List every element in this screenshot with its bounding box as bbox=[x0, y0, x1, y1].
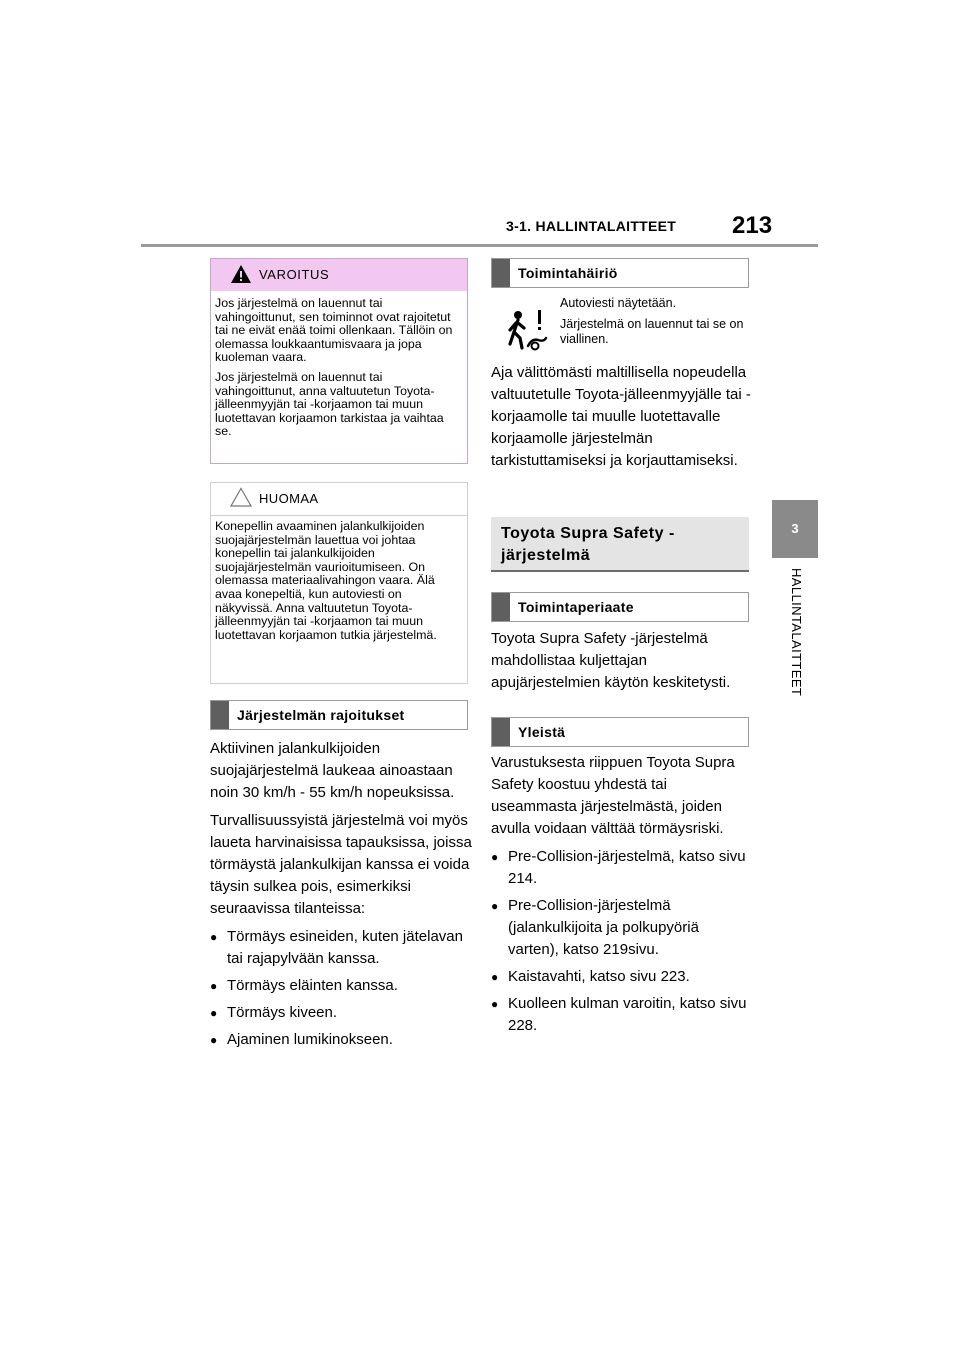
principle-heading-text: Toimintaperiaate bbox=[518, 599, 634, 615]
limits-heading-text: Järjestelmän rajoitukset bbox=[237, 707, 405, 723]
chapter-label: HALLINTALAITTEET bbox=[789, 568, 804, 697]
principle-text: Toyota Supra Safety -järjestelmä mahdollistaa kuljettajan apujärjestelmien käytön keskitetysti. bbox=[491, 630, 731, 691]
limits-paragraph: Aktiivinen jalankulkijoiden suojajärjestelmä laukeaa ainoastaan noin 30 km/h - 55 km/h nopeuksissa. bbox=[210, 740, 455, 801]
list-item: ● Törmäys kiveen. bbox=[210, 1002, 472, 1024]
pedestrian-warning-icon bbox=[504, 308, 548, 352]
limits-heading bbox=[210, 700, 468, 730]
list-item: ● Ajaminen lumikinokseen. bbox=[210, 1029, 472, 1051]
note-title: HUOMAA bbox=[259, 491, 319, 506]
note-body: Konepellin avaaminen jalankulkijoiden suojajärjestelmän lauettua voi johtaa konepellin tai jalankulkijoiden suojajärjestelmän vaurioitumiseen. On olemassa materiaalivahingon vaara. Älä avaa konepeltiä, kun autoviesti on näkyvissä. Anna valtuutetun Toyota-jälleenmyyjän tai -korjaamon tai muun luotettavan korjaamon tutkia järjestelmä. bbox=[215, 519, 437, 642]
heading-bar bbox=[492, 593, 510, 621]
limits-text bbox=[210, 738, 472, 1056]
safety-systems-list bbox=[491, 846, 753, 1037]
heading-bar bbox=[492, 259, 510, 287]
malfunction-info bbox=[560, 296, 750, 353]
general-paragraph: Varustuksesta riippuen Toyota Supra Safety koostuu yhdestä tai useammasta järjestelmästä, joiden avulla voidaan välttää törmäysriski. bbox=[491, 754, 735, 837]
page-number: 213 bbox=[732, 212, 773, 239]
warning-paragraph: Jos järjestelmä on lauennut tai vahingoittunut, sen toiminnot ovat rajoitetut tai ne eivät enää toimi ollenkaan. Tällöin on olemassa loukkaantumisvaara ja jopa kuoleman vaara. bbox=[215, 296, 453, 365]
limits-paragraph: Turvallisuussyistä järjestelmä voi myös laueta harvinaisissa tapauksissa, joissa törmäystä jalankulkijan kanssa ei voida täysin sulkea pois, esimerkiksi seuraavissa tilanteissa: bbox=[210, 812, 472, 917]
section-title: 3-1. HALLINTALAITTEET bbox=[506, 218, 677, 234]
warning-paragraph: Jos järjestelmä on lauennut tai vahingoittunut, anna valtuutetun Toyota-jälleenmyyjän tai -korjaamon tai muun luotettavan korjaamon tarkistaa ja vaihtaa se. bbox=[215, 369, 444, 439]
warning-box bbox=[210, 258, 468, 464]
general-text bbox=[491, 752, 753, 1042]
header-rule bbox=[141, 244, 818, 247]
list-item: ● Kaistavahti, katso sivu 223. bbox=[491, 966, 753, 988]
warning-header bbox=[211, 259, 467, 291]
general-heading bbox=[491, 717, 749, 747]
warning-title: VAROITUS bbox=[259, 267, 330, 282]
malfunction-heading-text: Toimintahäiriö bbox=[518, 265, 618, 281]
note-header bbox=[211, 483, 467, 516]
caution-triangle-icon bbox=[230, 487, 252, 507]
malfunction-text: Aja välittömästi maltillisella nopeudella valtuutetulle Toyota-jälleenmyyjälle tai -korjaamolle tai muulle luotettavalle korjaamolle järjestelmän tarkistuttamiseksi ja korjauttamiseksi. bbox=[491, 364, 751, 469]
warning-triangle-icon bbox=[230, 264, 252, 284]
malfunction-line: Järjestelmä on lauennut tai se on viallinen. bbox=[560, 317, 744, 346]
heading-bar bbox=[492, 718, 510, 746]
chapter-tab: 3 bbox=[772, 500, 818, 558]
note-box bbox=[210, 482, 468, 684]
principle-heading bbox=[491, 592, 749, 622]
limits-list bbox=[210, 926, 472, 1051]
list-item: ● Törmäys esineiden, kuten jätelavan tai rajapylvään kanssa. bbox=[210, 926, 472, 970]
general-heading-text: Yleistä bbox=[518, 724, 566, 740]
safety-heading-text: Toyota Supra Safety -järjestelmä bbox=[501, 525, 675, 564]
list-item: ● Kuolleen kulman varoitin, katso sivu 228. bbox=[491, 993, 753, 1037]
list-item: ● Pre-Collision-järjestelmä (jalankulkijoita ja polkupyöriä varten), katso 219sivu. bbox=[491, 895, 753, 961]
list-item: ● Törmäys eläinten kanssa. bbox=[210, 975, 472, 997]
heading-bar bbox=[211, 701, 229, 729]
safety-section-heading bbox=[491, 517, 749, 572]
malfunction-heading bbox=[491, 258, 749, 288]
list-item: ● Pre-Collision-järjestelmä, katso sivu 214. bbox=[491, 846, 753, 890]
warning-body bbox=[211, 291, 467, 439]
malfunction-line: Autoviesti näytetään. bbox=[560, 296, 677, 310]
